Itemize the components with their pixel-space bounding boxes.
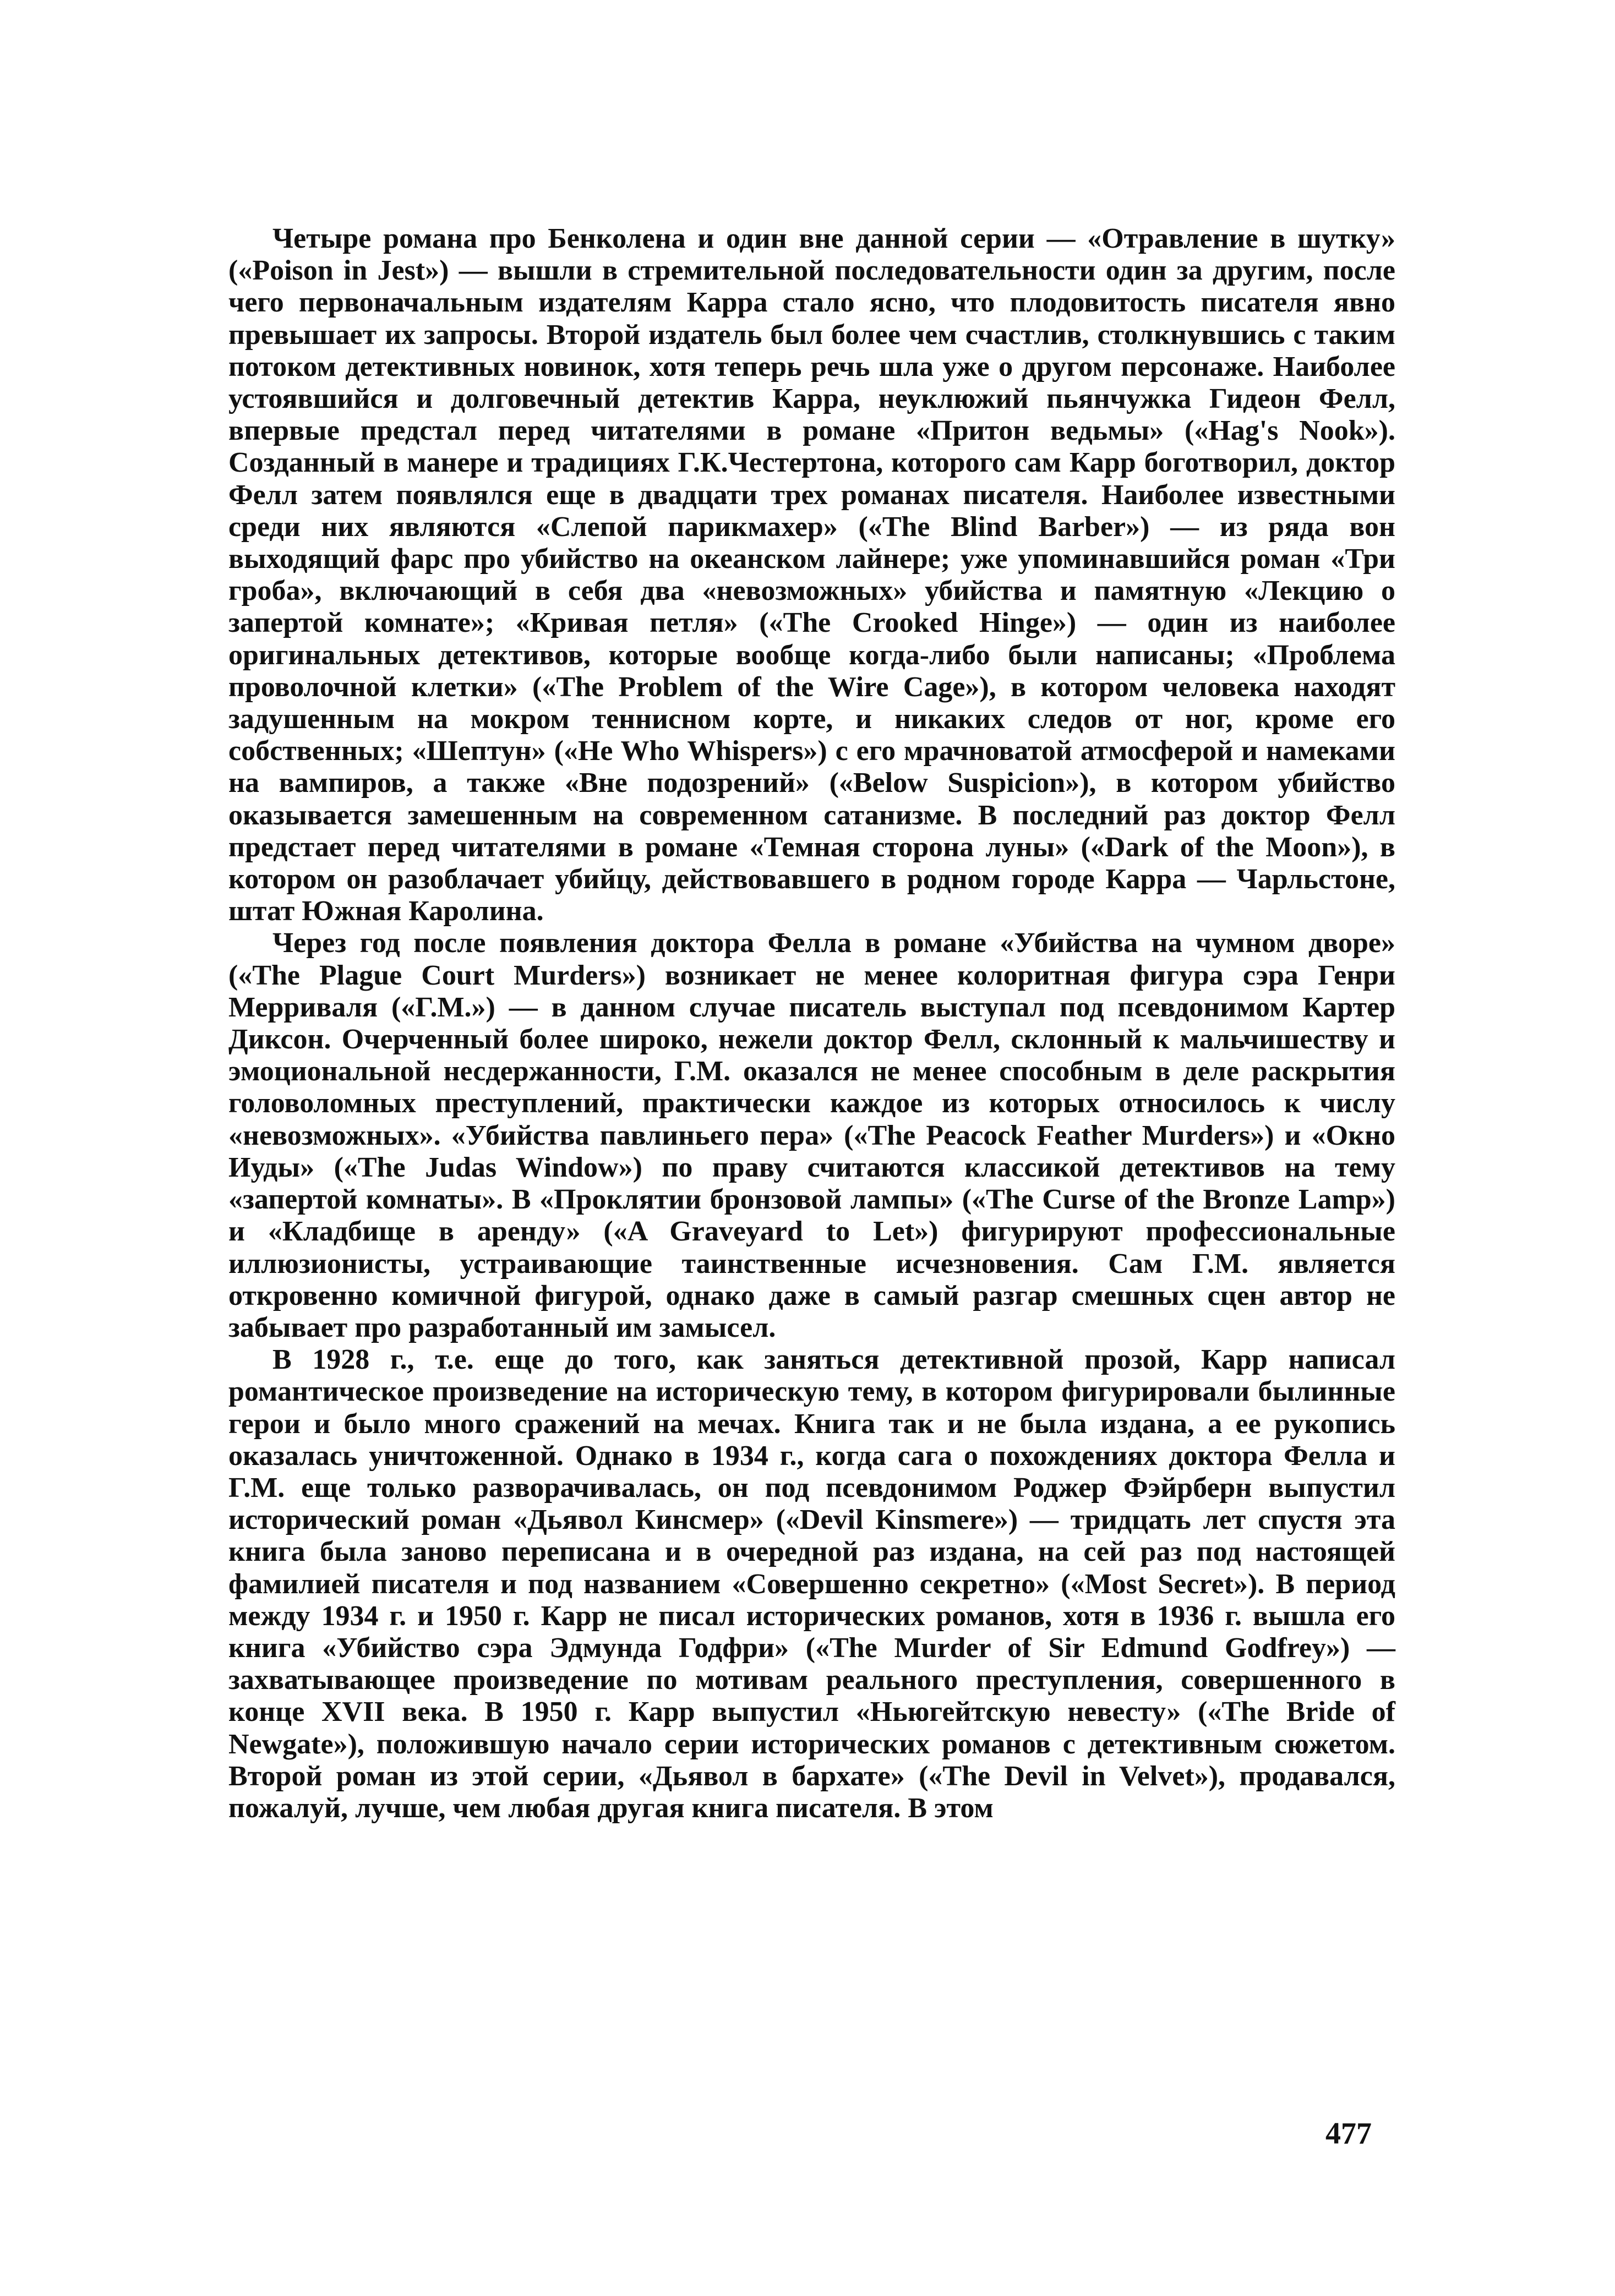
body-text xyxy=(228,223,1395,1824)
paragraph-1: Четыре романа про Бенколена и один вне данной серии — «Отравление в шутку» («Poison in Jest») — вышли в стремительной последовательности один за другим, после чего первоначальным издателям Карра стало ясно, что плодовитость писателя явно превышает их запросы. Второй издатель был более чем счастлив, столкнувшись с таким потоком детективных новинок, хотя теперь речь шла уже о другом персонаже. Наиболее устоявшийся и долговечный детектив Карра, неуклюжий пьянчужка Гидеон Фелл, впервые предстал перед читателями в романе «Притон ведьмы» («Hag's Nook»). Созданный в манере и традициях Г.К.Честертона, которого сам Карр боготворил, доктор Фелл затем появлялся еще в двадцати трех романах писателя. Наиболее известными среди них являются «Слепой парикмахер» («The Blind Barber») — из ряда вон выходящий фарс про убийство на океанском лайнере; уже упоминавшийся роман «Три гроба», включающий в себя два «невозможных» убийства и памятную «Лекцию о запертой комнате»; «Кривая петля» («The Crooked Hinge») — один из наиболее оригинальных детективов, которые вообще когда-либо были написаны; «Проблема проволочной клетки» («The Problem of the Wire Cage»), в котором человека находят задушенным на мокром теннисном корте, и никаких следов от ног, кроме его собственных; «Шептун» («He Who Whispers») с его мрачноватой атмосферой и намеками на вампиров, а также «Вне подозрений» («Below Suspicion»), в котором убийство оказывается замешенным на современном сатанизме. В последний раз доктор Фелл предстает перед читателями в романе «Темная сторона луны» («Dark of the Moon»), в котором он разоблачает убийцу, действовавшего в родном городе Карра — Чарльстоне, штат Южная Каролина. xyxy=(228,223,1395,927)
paragraph-2: Через год после появления доктора Фелла в романе «Убийства на чумном дворе» («The Plague Court Murders») возникает не менее колоритная фигура сэра Генри Мерриваля («Г.М.») — в данном случае писатель выступал под псевдонимом Картер Диксон. Очерченный более широко, нежели доктор Фелл, склонный к мальчишеству и эмоциональной несдержанности, Г.М. оказался не менее способным в деле раскрытия головоломных преступлений, практически каждое из которых относилось к числу «невозможных». «Убийства павлиньего пера» («The Peacock Feather Murders») и «Окно Иуды» («The Judas Window») по праву считаются классикой детективов на тему «запертой комнаты». В «Проклятии бронзовой лампы» («The Curse of the Bronze Lamp») и «Кладбище в аренду» («A Graveyard to Let») фигурируют профессиональные иллюзионисты, устраивающие таинственные исчезновения. Сам Г.М. является откровенно комичной фигурой, однако даже в самый разгар смешных сцен автор не забывает про разработанный им замысел. xyxy=(228,927,1395,1343)
paragraph-3: В 1928 г., т.е. еще до того, как заняться детективной прозой, Карр написал романтическое произведение на историческую тему, в котором фигурировали былинные герои и было много сражений на мечах. Книга так и не была издана, а ее рукопись оказалась уничтоженной. Однако в 1934 г., когда сага о похождениях доктора Фелла и Г.М. еще только разворачивалась, он под псевдонимом Роджер Фэйрберн выпустил исторический роман «Дьявол Кинсмер» («Devil Kinsmere») — тридцать лет спустя эта книга была заново переписана и в очередной раз издана, на сей раз под настоящей фамилией писателя и под названием «Совершенно секретно» («Most Secret»). В период между 1934 г. и 1950 г. Карр не писал исторических романов, хотя в 1936 г. вышла его книга «Убийство сэра Эдмунда Годфри» («The Murder of Sir Edmund Godfrey») — захватывающее произведение по мотивам реального преступления, совершенного в конце XVII века. В 1950 г. Карр выпустил «Ньюгейтскую невесту» («The Bride of Newgate»), положившую начало серии исторических романов с детективным сюжетом. Второй роман из этой серии, «Дьявол в бархате» («The Devil in Velvet»), продавался, пожалуй, лучше, чем любая другая книга писателя. В этом xyxy=(228,1344,1395,1824)
page-number: 477 xyxy=(1325,2117,1372,2151)
